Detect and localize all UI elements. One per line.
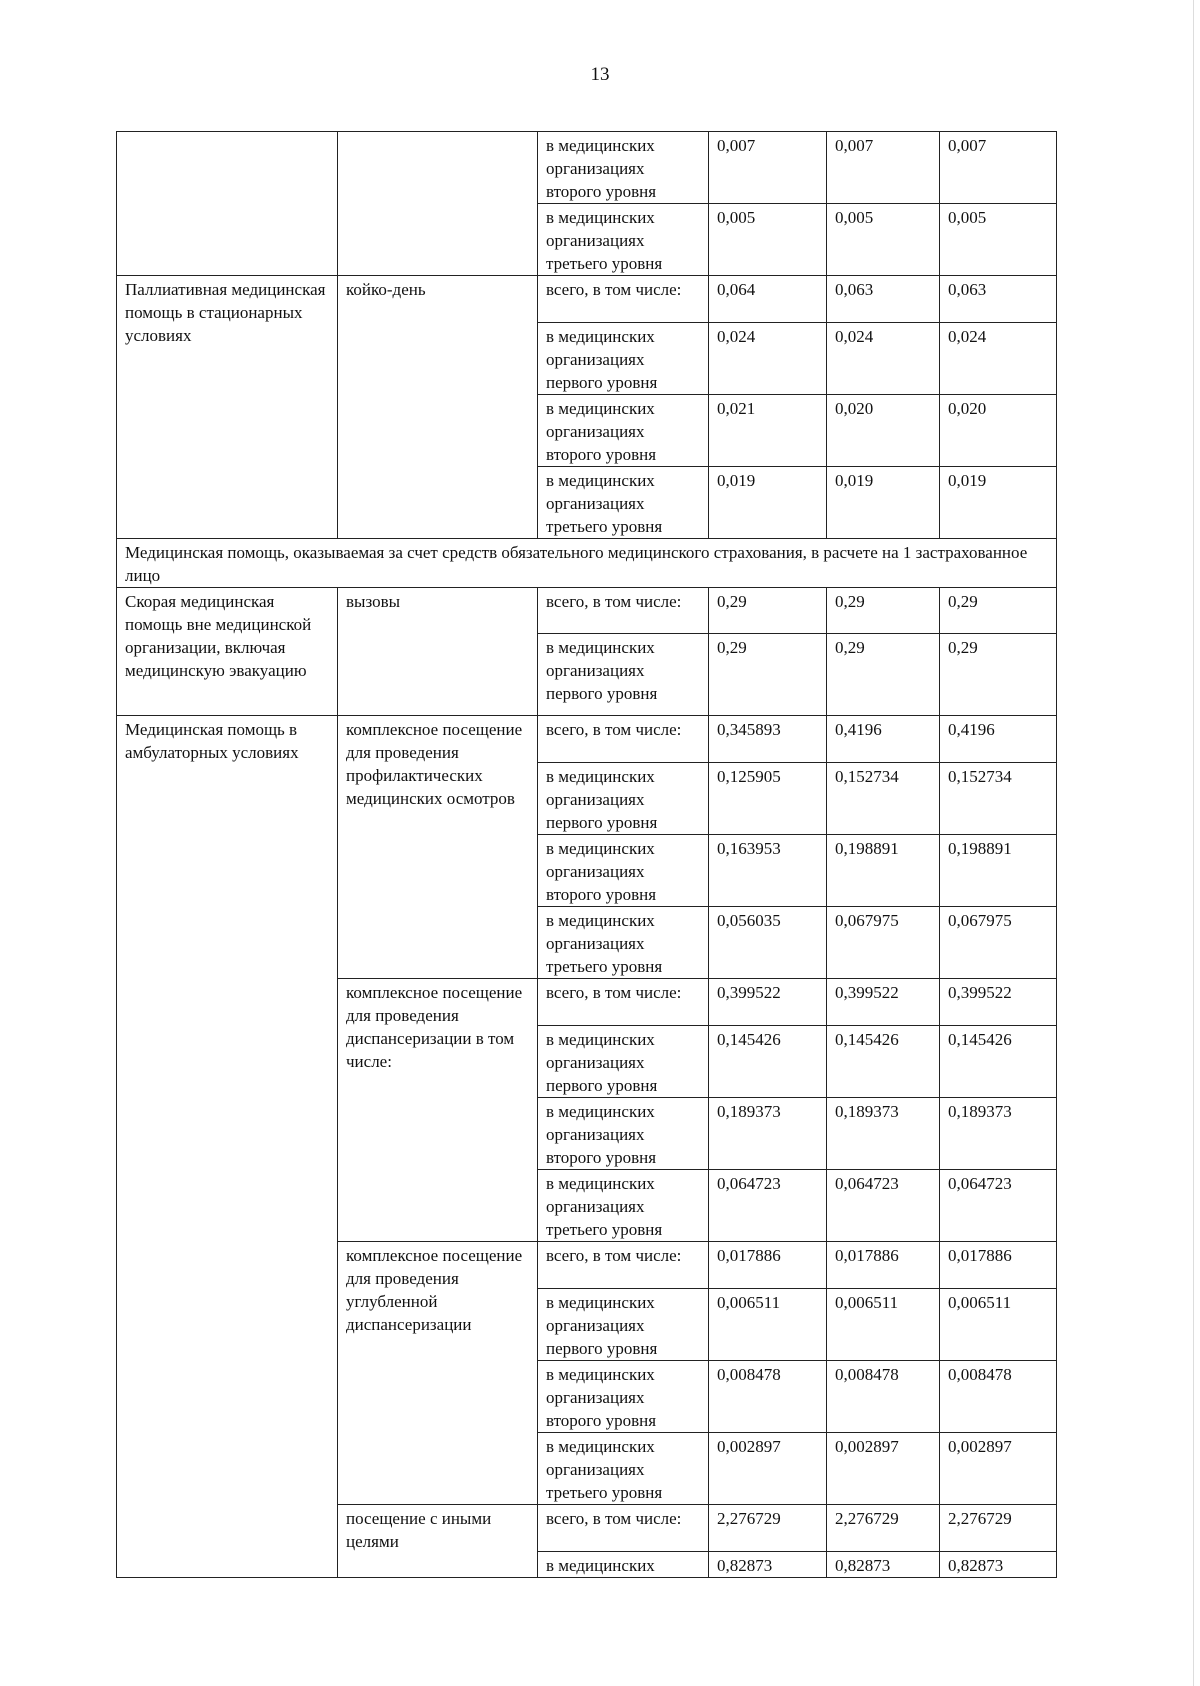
- table-row: [117, 716, 1057, 763]
- unit-cell: комплексное посещение для проведения диспансеризации в том числе:: [338, 979, 538, 1242]
- value-cell: 0,007: [940, 132, 1057, 204]
- value-cell: 0,29: [827, 588, 940, 634]
- value-cell: 0,4196: [940, 716, 1057, 763]
- row-label: в медицинских организациях второго уровня: [538, 1361, 709, 1433]
- value-cell: 2,276729: [709, 1505, 827, 1552]
- category-cell: Паллиативная медицинская помощь в стационарных условиях: [117, 276, 338, 539]
- value-cell: 0,064: [709, 276, 827, 323]
- value-cell: 0,019: [709, 467, 827, 539]
- value-cell: 0,064723: [827, 1170, 940, 1242]
- value-cell: 0,024: [827, 323, 940, 395]
- value-cell: 0,399522: [827, 979, 940, 1026]
- value-cell: 0,020: [827, 395, 940, 467]
- row-label: в медицинских организациях третьего уровня: [538, 1170, 709, 1242]
- value-cell: 0,198891: [940, 835, 1057, 907]
- unit-cell: вызовы: [338, 588, 538, 716]
- value-cell: 0,021: [709, 395, 827, 467]
- unit-cell: посещение с иными целями: [338, 1505, 538, 1578]
- row-label: в медицинских: [538, 1552, 709, 1578]
- section-heading: Медицинская помощь, оказываемая за счет средств обязательного медицинского страхования, в расчете на 1 застрахованное лицо: [117, 539, 1057, 588]
- value-cell: 0,82873: [827, 1552, 940, 1578]
- value-cell: 0,007: [709, 132, 827, 204]
- value-cell: 0,064723: [940, 1170, 1057, 1242]
- section-row: [117, 539, 1057, 588]
- value-cell: 0,145426: [940, 1026, 1057, 1098]
- value-cell: 0,005: [709, 204, 827, 276]
- value-cell: 0,399522: [709, 979, 827, 1026]
- cont-category-cell: [117, 132, 338, 276]
- value-cell: 0,056035: [709, 907, 827, 979]
- value-cell: 0,145426: [827, 1026, 940, 1098]
- row-label: в медицинских организациях третьего уровня: [538, 1433, 709, 1505]
- row-label: в медицинских организациях второго уровня: [538, 1098, 709, 1170]
- row-label: всего, в том числе:: [538, 1242, 709, 1289]
- unit-cell: комплексное посещение для проведения профилактических медицинских осмотров: [338, 716, 538, 979]
- value-cell: 0,125905: [709, 763, 827, 835]
- row-label: в медицинских организациях первого уровня: [538, 1289, 709, 1361]
- value-cell: 0,007: [827, 132, 940, 204]
- cont-unit-cell: [338, 132, 538, 276]
- row-label: всего, в том числе:: [538, 588, 709, 634]
- value-cell: 0,064723: [709, 1170, 827, 1242]
- row-label: в медицинских организациях второго уровня: [538, 835, 709, 907]
- row-label: в медицинских организациях первого уровня: [538, 763, 709, 835]
- row-label: в медицинских организациях третьего уровня: [538, 907, 709, 979]
- value-cell: 0,29: [940, 634, 1057, 716]
- value-cell: 0,008478: [709, 1361, 827, 1433]
- value-cell: 0,017886: [709, 1242, 827, 1289]
- value-cell: 0,189373: [709, 1098, 827, 1170]
- table-row: [117, 132, 1057, 204]
- value-cell: 2,276729: [940, 1505, 1057, 1552]
- value-cell: 0,006511: [827, 1289, 940, 1361]
- table-row: [117, 588, 1057, 634]
- norms-table: [116, 131, 1057, 1578]
- value-cell: 0,017886: [827, 1242, 940, 1289]
- row-label: всего, в том числе:: [538, 1505, 709, 1552]
- row-label: в медицинских организациях первого уровня: [538, 323, 709, 395]
- row-label: всего, в том числе:: [538, 276, 709, 323]
- value-cell: 0,063: [940, 276, 1057, 323]
- category-cell: Медицинская помощь в амбулаторных условиях: [117, 716, 338, 1578]
- table-row: [117, 276, 1057, 323]
- value-cell: 0,005: [940, 204, 1057, 276]
- value-cell: 0,067975: [827, 907, 940, 979]
- value-cell: 0,008478: [827, 1361, 940, 1433]
- value-cell: 0,019: [827, 467, 940, 539]
- row-label: в медицинских организациях третьего уровня: [538, 204, 709, 276]
- value-cell: 0,4196: [827, 716, 940, 763]
- value-cell: 0,163953: [709, 835, 827, 907]
- value-cell: 0,345893: [709, 716, 827, 763]
- row-label: в медицинских организациях второго уровня: [538, 395, 709, 467]
- value-cell: 0,82873: [709, 1552, 827, 1578]
- value-cell: 0,002897: [827, 1433, 940, 1505]
- value-cell: 0,152734: [940, 763, 1057, 835]
- value-cell: 0,29: [709, 634, 827, 716]
- value-cell: 0,002897: [709, 1433, 827, 1505]
- row-label: всего, в том числе:: [538, 716, 709, 763]
- value-cell: 0,063: [827, 276, 940, 323]
- value-cell: 0,024: [709, 323, 827, 395]
- value-cell: 0,29: [709, 588, 827, 634]
- unit-cell: комплексное посещение для проведения углубленной диспансеризации: [338, 1242, 538, 1505]
- row-label: в медицинских организациях третьего уровня: [538, 467, 709, 539]
- value-cell: 0,29: [827, 634, 940, 716]
- value-cell: 0,019: [940, 467, 1057, 539]
- value-cell: 0,189373: [827, 1098, 940, 1170]
- category-cell: Скорая медицинская помощь вне медицинской организации, включая медицинскую эвакуацию: [117, 588, 338, 716]
- value-cell: 0,82873: [940, 1552, 1057, 1578]
- row-label: в медицинских организациях первого уровня: [538, 634, 709, 716]
- value-cell: 0,006511: [709, 1289, 827, 1361]
- value-cell: 0,189373: [940, 1098, 1057, 1170]
- value-cell: 0,017886: [940, 1242, 1057, 1289]
- value-cell: 0,29: [940, 588, 1057, 634]
- value-cell: 0,399522: [940, 979, 1057, 1026]
- value-cell: 0,005: [827, 204, 940, 276]
- value-cell: 0,008478: [940, 1361, 1057, 1433]
- page-number: 13: [590, 64, 610, 85]
- row-label: в медицинских организациях первого уровня: [538, 1026, 709, 1098]
- value-cell: 0,002897: [940, 1433, 1057, 1505]
- scan-edge: [1193, 0, 1194, 1686]
- value-cell: 0,024: [940, 323, 1057, 395]
- unit-cell: койко-день: [338, 276, 538, 539]
- row-label: всего, в том числе:: [538, 979, 709, 1026]
- value-cell: 0,020: [940, 395, 1057, 467]
- row-label: в медицинских организациях второго уровня: [538, 132, 709, 204]
- value-cell: 0,198891: [827, 835, 940, 907]
- value-cell: 0,067975: [940, 907, 1057, 979]
- value-cell: 0,145426: [709, 1026, 827, 1098]
- value-cell: 0,152734: [827, 763, 940, 835]
- value-cell: 2,276729: [827, 1505, 940, 1552]
- value-cell: 0,006511: [940, 1289, 1057, 1361]
